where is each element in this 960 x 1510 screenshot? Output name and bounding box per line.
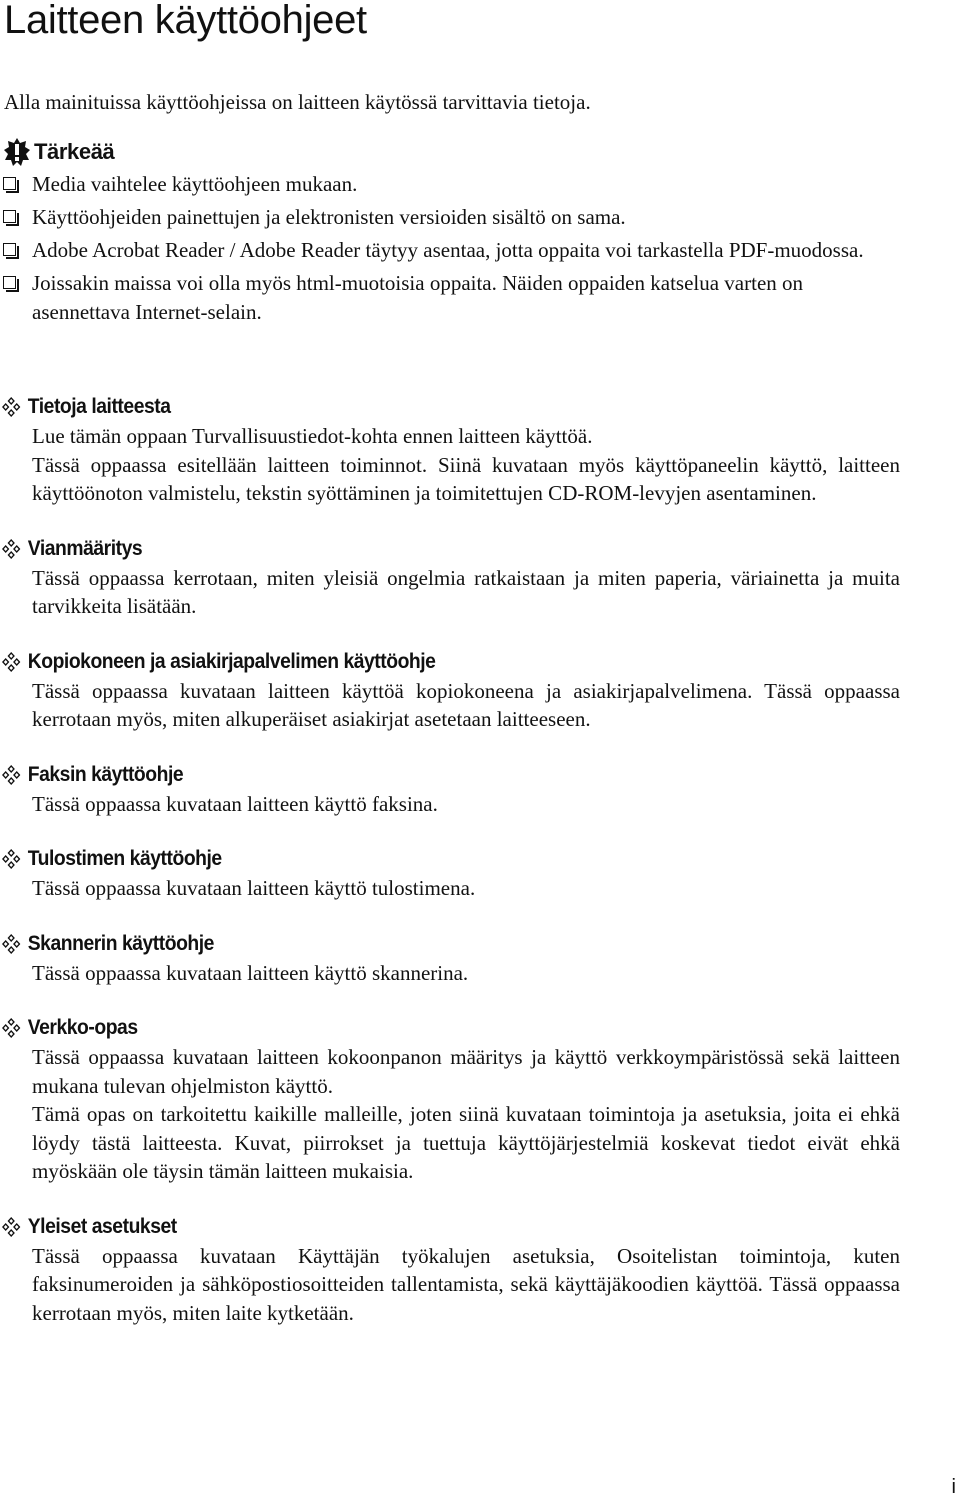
manual-section	[0, 534, 900, 621]
manual-section	[0, 929, 900, 988]
section-paragraph: Tässä oppaassa kuvataan Käyttäjän työkalujen asetuksia, Osoitelistan toimintoja, kuten faksinumeroiden ja sähköpostiosoitteiden tallentamista, sekä käyttäjäkoodien käyttöä. Tässä oppaassa kerrotaan myös, miten laite kytketään.	[32, 1243, 900, 1325]
four-diamond-icon	[2, 934, 20, 954]
checkbox-bullet-icon	[3, 210, 16, 223]
section-title: Verkko-opas	[27, 1016, 138, 1039]
section-heading	[2, 929, 828, 959]
important-label: Tärkeää	[34, 139, 115, 164]
section-heading	[2, 844, 828, 874]
important-item	[0, 170, 900, 199]
manual-section	[0, 392, 900, 508]
important-heading	[4, 138, 114, 166]
section-paragraph: Tässä oppaassa kuvataan laitteen kokoonpanon määritys ja käyttö verkkoympäristössä sekä laitteen mukana tulevan ohjelmiston käyttö.	[32, 1045, 900, 1098]
section-paragraph: Tässä oppaassa kuvataan laitteen käyttö faksina.	[32, 791, 438, 816]
section-paragraph: Tässä oppaassa esitellään laitteen toiminnot. Siinä kuvataan myös käyttöpaneelin käyttö, laitteen käyttöönoton valmistelu, tekstin syöttäminen ja toimitettujen CD-ROM-levyjen asentaminen.	[32, 452, 900, 505]
section-paragraph: Tässä oppaassa kuvataan laitteen käyttöä kopiokoneena ja asiakirjapalvelimena. Tässä oppaassa kerrotaan myös, miten alkuperäiset asiakirjat asetetaan laitteeseen.	[32, 678, 900, 731]
manual-section	[0, 760, 900, 819]
section-title: Tulostimen käyttöohje	[27, 847, 222, 870]
important-item-text: Käyttöohjeiden painettujen ja elektronisten versioiden sisältö on sama.	[32, 205, 626, 229]
section-heading	[2, 534, 828, 564]
important-list	[0, 170, 900, 331]
section-paragraph: Tässä oppaassa kerrotaan, miten yleisiä ongelmia ratkaistaan ja miten paperia, väriainetta ja muita tarvikkeita lisätään.	[32, 565, 900, 618]
four-diamond-icon	[2, 652, 20, 672]
important-item-text: Media vaihtelee käyttöohjeen mukaan.	[32, 172, 358, 196]
four-diamond-icon	[2, 539, 20, 559]
checkbox-bullet-icon	[3, 276, 16, 289]
section-title: Skannerin käyttöohje	[27, 931, 214, 955]
section-heading	[2, 1013, 828, 1043]
page-number: i	[951, 1476, 956, 1498]
manual-section	[0, 647, 900, 734]
intro-text: Alla mainituissa käyttöohjeissa on laitteen käytössä tarvittavia tietoja.	[4, 90, 591, 114]
section-title: Vianmääritys	[27, 536, 143, 560]
manual-section	[0, 1013, 900, 1186]
section-title: Tietoja laitteesta	[27, 395, 171, 418]
section-title: Kopiokoneen ja asiakirjapalvelimen käyttöohje	[27, 649, 436, 673]
section-paragraph: Tässä oppaassa kuvataan laitteen käyttö tulostimena.	[32, 876, 476, 900]
four-diamond-icon	[2, 1217, 20, 1237]
section-paragraph: Tässä oppaassa kuvataan laitteen käyttö skannerina.	[32, 960, 469, 985]
section-heading	[2, 392, 828, 422]
four-diamond-icon	[2, 849, 20, 869]
important-icon	[4, 138, 30, 166]
important-item	[0, 203, 900, 232]
page-title: Laitteen käyttöohjeet	[4, 0, 367, 42]
section-heading	[2, 1212, 828, 1242]
section-title: Yleiset asetukset	[27, 1214, 177, 1238]
important-item	[0, 269, 900, 327]
checkbox-bullet-icon	[3, 177, 16, 190]
manual-section	[0, 1212, 900, 1328]
four-diamond-icon	[2, 397, 20, 417]
important-item	[0, 236, 900, 265]
section-heading	[2, 760, 828, 790]
manual-sections	[0, 392, 900, 1353]
important-item-text: Joissakin maissa voi olla myös html-muotoisia oppaita. Näiden oppaiden katselua varten on asennettava Internet-selain.	[32, 271, 804, 324]
section-title: Faksin käyttöohje	[27, 762, 184, 786]
four-diamond-icon	[2, 1018, 20, 1038]
section-paragraph: Lue tämän oppaan Turvallisuustiedot-kohta ennen laitteen käyttöä.	[32, 424, 593, 448]
checkbox-bullet-icon	[3, 243, 16, 256]
section-heading	[2, 647, 828, 677]
important-item-text: Adobe Acrobat Reader / Adobe Reader täytyy asentaa, jotta oppaita voi tarkastella PDF-muodossa.	[32, 238, 864, 262]
four-diamond-icon	[2, 765, 20, 785]
section-paragraph: Tämä opas on tarkoitettu kaikille malleille, joten siinä kuvataan toimintoja ja asetuksia, joita ei ehkä löydy tästä laitteesta. Kuvat, piirrokset ja tuettuja käyttöjärjestelmiä koskevat tiedot eivät ehkä myöskään ole täysin tämän laitteen mukaisia.	[32, 1102, 900, 1183]
manual-section	[0, 844, 900, 903]
